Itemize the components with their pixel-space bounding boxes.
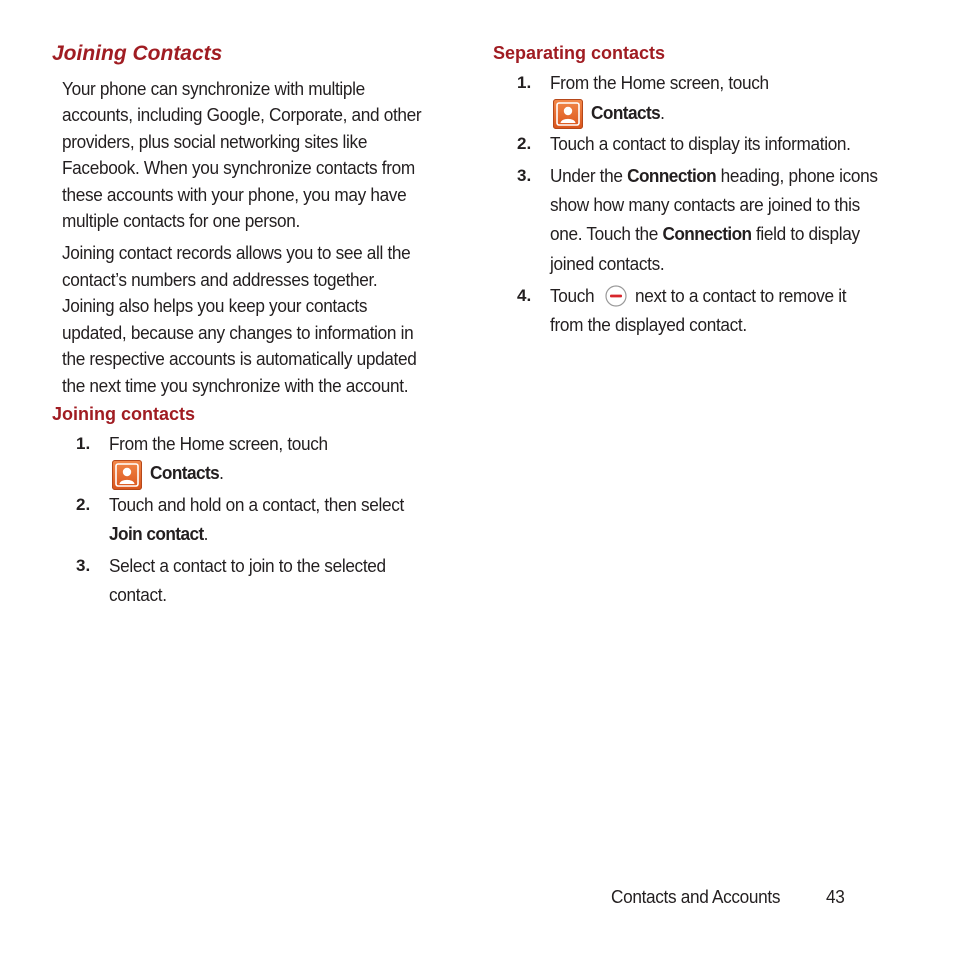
step-text-line2: show how many contacts are joined to this	[550, 194, 860, 215]
step-text	[550, 165, 878, 187]
step-text: From the Home screen, touch	[550, 72, 769, 93]
separating-contacts-subhead: Separating contacts	[493, 43, 666, 63]
join-contact-label: Join contact	[109, 523, 204, 544]
text-line: Your phone can synchronize with multiple	[62, 78, 365, 99]
step-number: 2.	[76, 495, 91, 514]
punctuation: .	[203, 523, 209, 544]
step-text-line2	[591, 102, 665, 124]
punctuation: .	[660, 102, 665, 123]
text-line: providers, plus social networking sites like	[62, 131, 368, 152]
contacts-label: Contacts	[591, 102, 661, 123]
step-number: 3.	[76, 556, 91, 575]
step-text-line2: contact.	[109, 584, 167, 605]
step-text-line4: joined contacts.	[550, 253, 665, 274]
text-line: accounts, including Google, Corporate, and other	[62, 104, 422, 125]
text-line: the next time you synchronize with the account.	[62, 375, 409, 396]
step-text-line2	[109, 523, 208, 545]
connection-label: Connection	[627, 165, 717, 186]
text-line: the respective accounts is automatically updated	[62, 348, 417, 369]
step-text: Touch a contact to display its information.	[550, 133, 851, 154]
step-text: From the Home screen, touch	[109, 433, 328, 454]
step-text: Touch and hold on a contact, then select	[109, 494, 404, 515]
step-number: 1.	[517, 73, 532, 92]
text-fragment: one. Touch the	[550, 223, 663, 244]
text-line: multiple contacts for one person.	[62, 210, 300, 231]
text-line: these accounts with your phone, you may have	[62, 184, 407, 205]
step-text-line2: from the displayed contact.	[550, 314, 747, 335]
text-fragment: Under the	[550, 165, 628, 186]
text-line: contact’s numbers and addresses together.	[62, 269, 378, 290]
step-text: Select a contact to join to the selected	[109, 555, 386, 576]
joining-contacts-subhead: Joining contacts	[52, 404, 196, 424]
punctuation: .	[219, 462, 224, 483]
text-line: Joining contact records allows you to see all the	[62, 242, 411, 263]
step-number: 3.	[517, 166, 532, 185]
step-number: 2.	[517, 134, 532, 153]
minus-circle-icon	[605, 285, 627, 307]
contacts-label: Contacts	[150, 462, 220, 483]
contacts-app-icon	[112, 460, 142, 490]
footer-section-name: Contacts and Accounts	[611, 886, 781, 907]
section-title: Joining Contacts	[52, 42, 223, 65]
step-text-line2	[150, 462, 224, 484]
step-number: 1.	[76, 434, 91, 453]
step-text-continued: next to a contact to remove it	[635, 285, 847, 306]
text-fragment: field to display	[751, 223, 860, 244]
contacts-app-icon	[553, 99, 583, 129]
step-text: Touch	[550, 285, 595, 306]
connection-label: Connection	[662, 223, 752, 244]
step-text-line3	[550, 223, 860, 245]
step-number: 4.	[517, 286, 532, 305]
page-number: 43	[826, 886, 845, 907]
text-fragment: heading, phone icons	[716, 165, 878, 186]
text-line: Joining also helps you keep your contacts	[62, 295, 368, 316]
text-line: Facebook. When you synchronize contacts from	[62, 157, 415, 178]
text-line: updated, because any changes to information in	[62, 322, 414, 343]
